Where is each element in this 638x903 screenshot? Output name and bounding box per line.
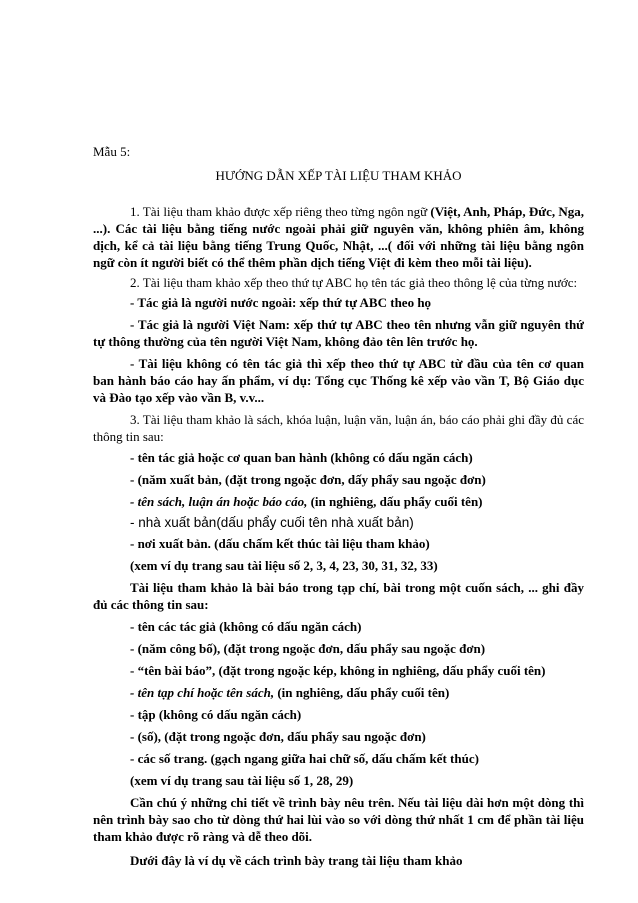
paragraph-3: 3. Tài liệu tham khảo là sách, khóa luận, luận văn, luận án, báo cáo phải ghi đầy đủ các thông tin sau: [93,412,584,444]
rule-foreign-author: - Tác giả là người nước ngoài: xếp thứ tự ABC theo họ [130,295,432,310]
book-item-year: - (năm xuất bản, (đặt trong ngoặc đơn, dấy phẩy sau ngoặc đơn) [130,472,486,487]
paragraph-1-plain: 1. Tài liệu tham khảo được xếp riêng theo từng ngôn ngữ [130,204,431,219]
book-item-title [93,493,584,510]
article-item-journal [93,684,584,701]
paragraph-6: Dưới đây là ví dụ về cách trình bày trang tài liệu tham khảo [130,853,463,868]
article-item-journal-rest: (in nghiêng, dấu phẩy cuối tên) [274,685,450,700]
book-item-author: - tên tác giả hoặc cơ quan ban hành (không có dấu ngăn cách) [130,450,473,465]
book-item-title-italic: - tên sách, luận án hoặc báo cáo, [130,494,308,509]
article-item-pages: - các số trang. (gạch ngang giữa hai chữ số, dấu chấm kết thúc) [130,751,479,766]
template-label: Mẫu 5: [93,144,131,159]
book-example-reference: (xem ví dụ trang sau tài liệu số 2, 3, 4, 23, 30, 31, 32, 33) [130,558,438,573]
paragraph-5: Cần chú ý những chi tiết về trình bày nêu trên. Nếu tài liệu dài hơn một dòng thì nên trình bày sao cho từ dòng thứ hai lùi vào so với dòng thứ nhất 1 cm để phần tài liệu tham khảo được rõ ràng và dễ theo dõi. [93,795,584,844]
paragraph-4: Tài liệu tham khảo là bài báo trong tạp chí, bài trong một cuốn sách, ... ghi đầy đủ các thông tin sau: [93,580,584,612]
book-item-place: - nơi xuất bản. (dấu chấm kết thúc tài liệu tham khảo) [130,536,430,551]
article-item-title: - “tên bài báo”, (đặt trong ngoặc kép, không in nghiêng, dấu phẩy cuối tên) [130,663,546,678]
article-item-year: - (năm công bố), (đặt trong ngoặc đơn, dấu phẩy sau ngoặc đơn) [130,641,486,656]
book-item-publisher: - nhà xuất bản(dấu phẩy cuối tên nhà xuất bản) [130,515,414,530]
book-item-title-rest: (in nghiêng, dấu phẩy cuối tên) [307,494,483,509]
article-item-volume: - tập (không có dấu ngăn cách) [130,707,302,722]
article-item-authors: - tên các tác giả (không có dấu ngăn cách) [130,619,362,634]
document-body [93,143,584,869]
article-example-reference: (xem ví dụ trang sau tài liệu số 1, 28, 29) [130,773,354,788]
paragraph-2: 2. Tài liệu tham khảo xếp theo thứ tự ABC họ tên tác giả theo thông lệ của từng nước: [130,275,578,290]
rule-no-author: - Tài liệu không có tên tác giả thì xếp theo thứ tự ABC từ đầu của tên cơ quan ban hành báo cáo hay ấn phẩm, ví dụ: Tổng cục Thống kê xếp vào vần T, Bộ Giáo dục và Đào tạo xếp vào vần B, v.v... [93,356,584,405]
rule-vietnamese-author: - Tác giả là người Việt Nam: xếp thứ tự ABC theo tên nhưng vẫn giữ nguyên thứ tự thông thường của tên người Việt Nam, không đảo tên lên trước họ. [93,317,584,349]
paragraph-1 [93,203,584,271]
article-item-issue: - (số), (đặt trong ngoặc đơn, dấu phẩy sau ngoặc đơn) [130,729,426,744]
paragraph-1-bold: (Việt, Anh, Pháp, Đức, Nga, ...). Các tài liệu bằng tiếng nước ngoài phải giữ nguyên văn, không phiên âm, không dịch, kể cả tài liệu bằng tiếng Trung Quốc, Nhật, ...( đối với những tài liệu bằng ngôn ngữ còn ít người biết có thể thêm phần dịch tiếng Việt đi kèm theo mỗi tài liệu). [93,204,584,270]
document-title: HƯỚNG DẪN XẾP TÀI LIỆU THAM KHẢO [215,168,462,183]
article-item-journal-italic: - tên tạp chí hoặc tên sách, [130,685,275,700]
